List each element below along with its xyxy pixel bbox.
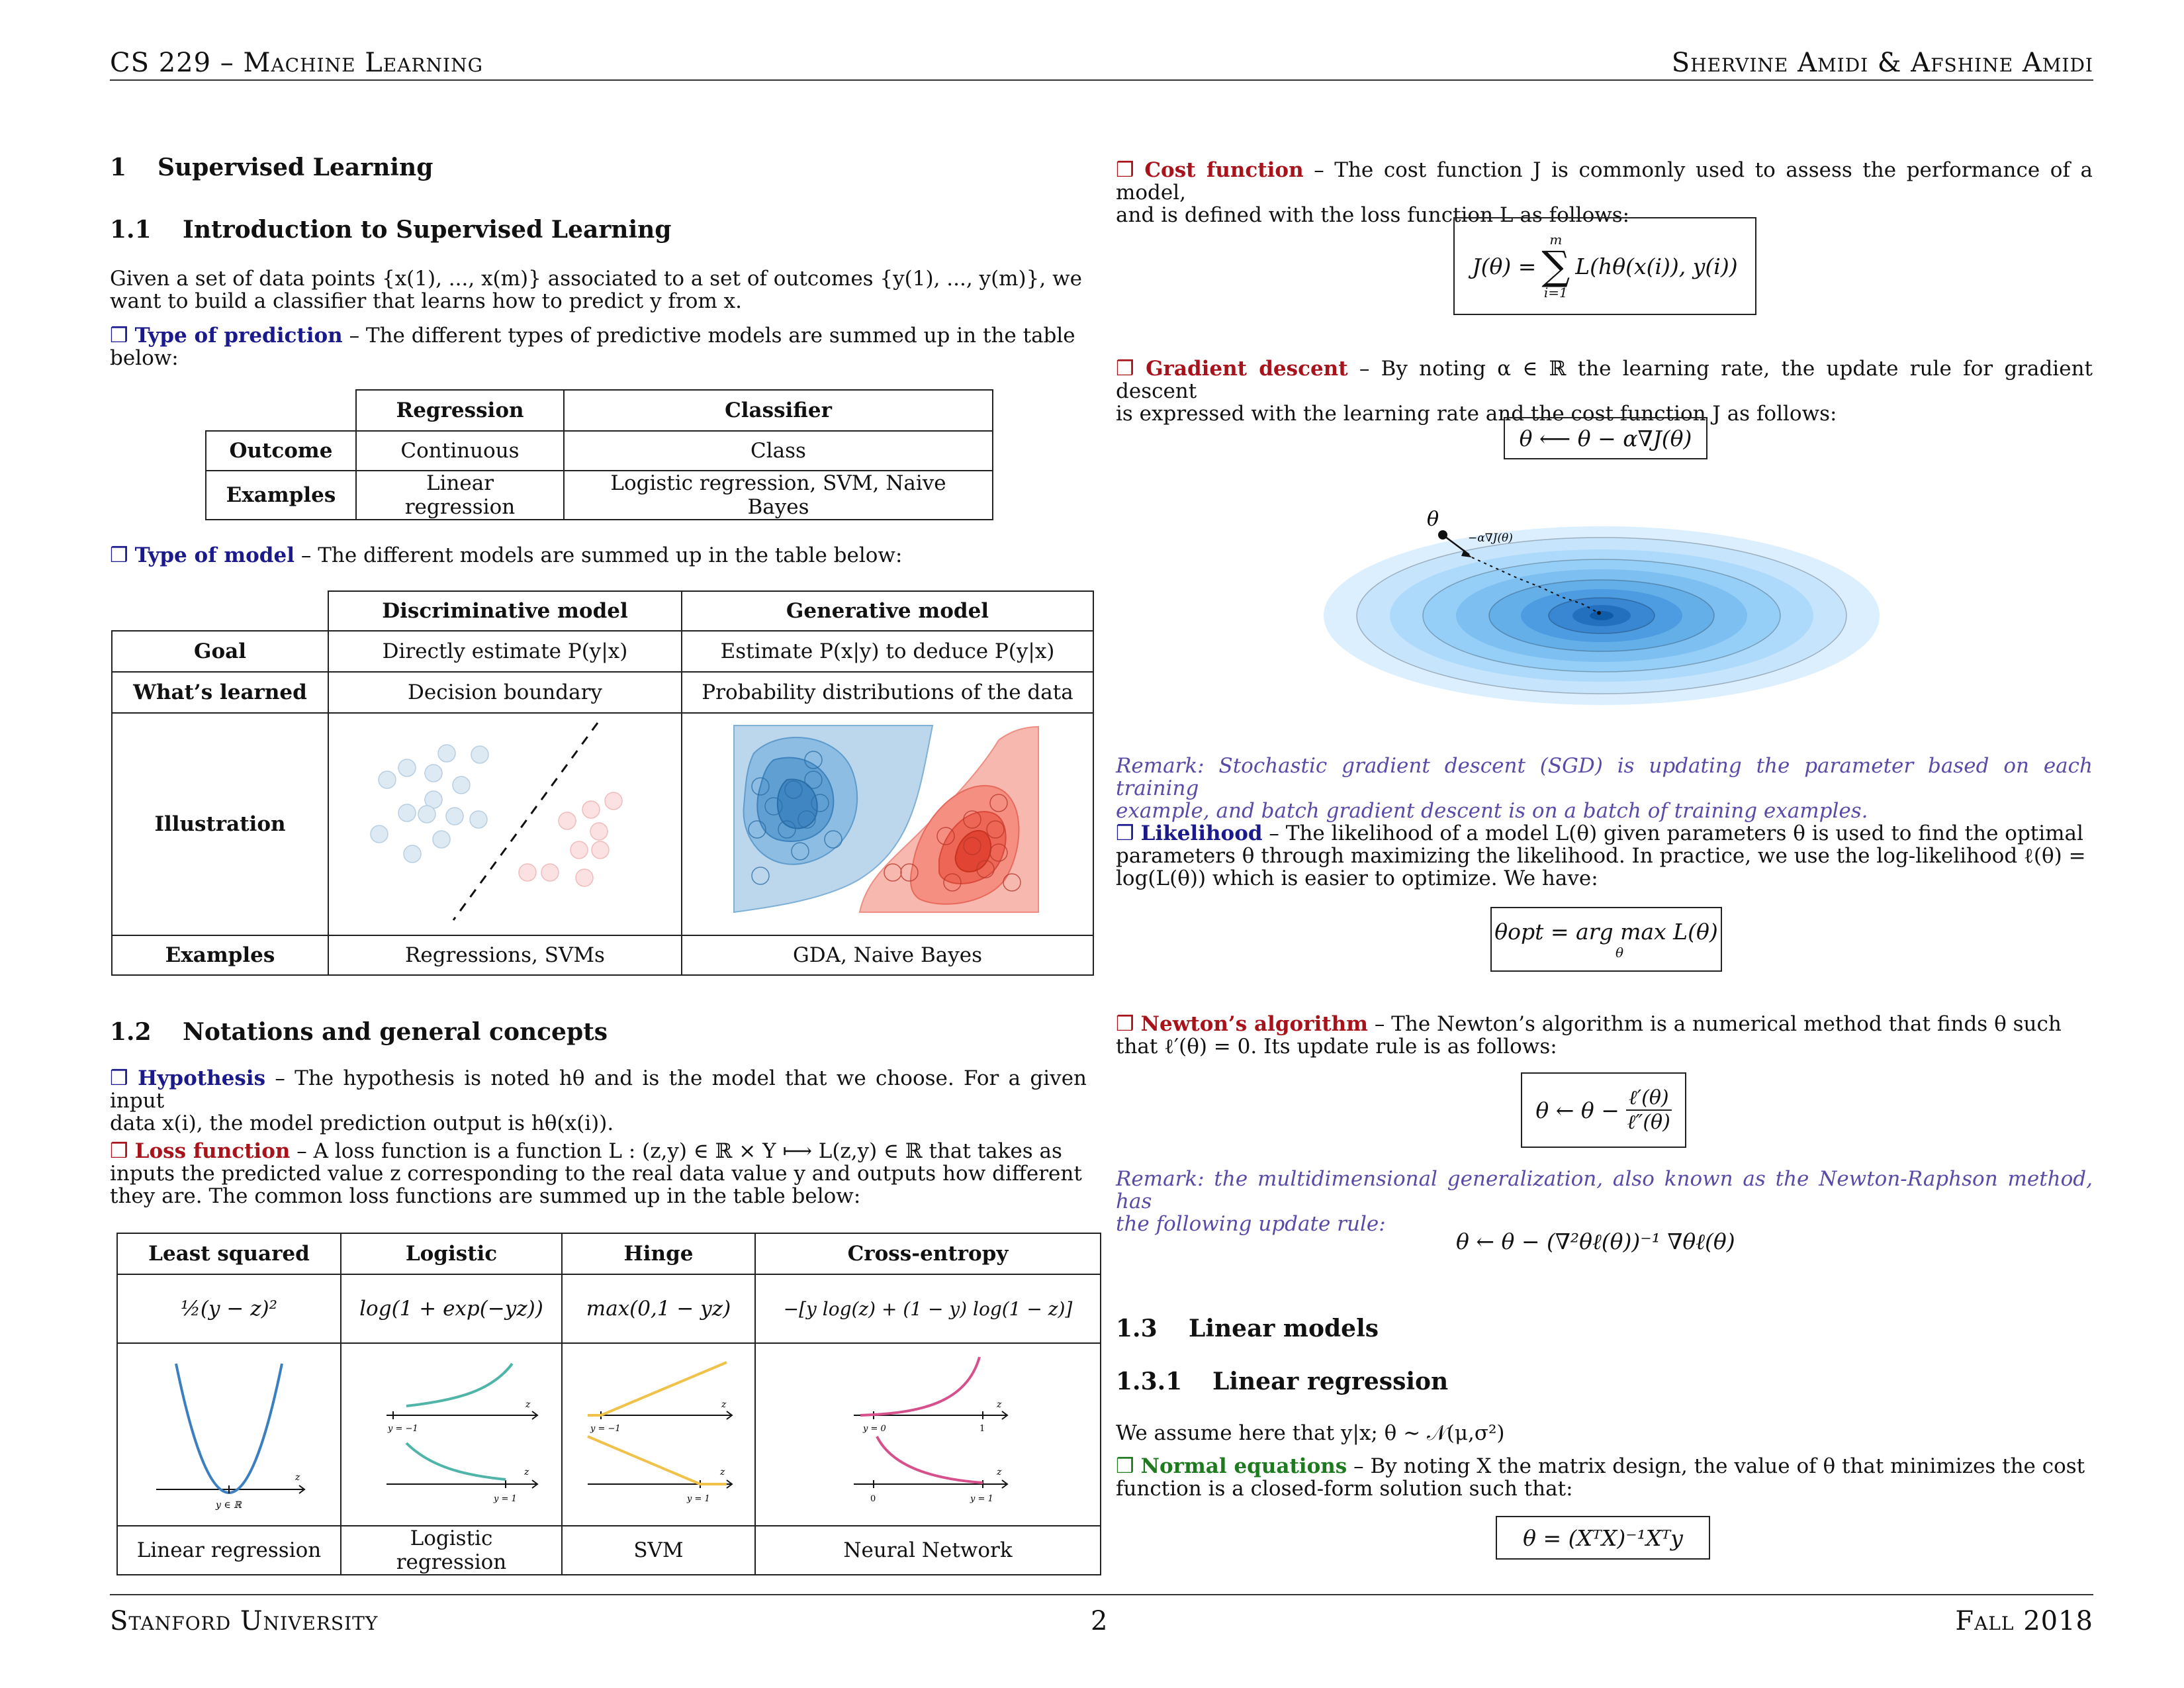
footer-left: Stanford University bbox=[110, 1606, 379, 1636]
table-cell: Continuous bbox=[356, 431, 564, 471]
hypothesis-paragraph: ❒ Hypothesis – The hypothesis is noted hθ and is the model that we choose. For a given input data x(i), the model prediction output is hθ(x(i)). bbox=[110, 1066, 1087, 1135]
type-of-prediction-paragraph: ❒ Type of prediction – The different types of predictive models are summed up in the table below: bbox=[110, 324, 1075, 370]
type-of-model-term: Type of model bbox=[134, 543, 295, 567]
normal-equations-paragraph: ❒ Normal equations – By noting X the matrix design, the value of θ that minimizes the cost function is a closed-form solution such that: bbox=[1116, 1454, 2085, 1501]
section-1-3-1-heading: 1.3.1 Linear regression bbox=[1116, 1368, 1449, 1395]
row-label: Goal bbox=[112, 631, 328, 672]
cross-entropy-plot bbox=[768, 1344, 1088, 1520]
decision-boundary-plot bbox=[341, 714, 669, 929]
table-cell: Directly estimate P(y|x) bbox=[328, 631, 682, 672]
discriminative-illustration bbox=[328, 713, 682, 935]
newton-equation-box: θ ← θ − $\frac{\text{ℓ′(θ)}}{\text{ℓ″(θ)}}$ bbox=[1521, 1072, 1686, 1148]
table-cell: Estimate P(x|y) to deduce P(y|x) bbox=[682, 631, 1093, 672]
intro-paragraph bbox=[110, 267, 1087, 312]
page-number: 2 bbox=[1091, 1606, 1109, 1636]
loss-table bbox=[116, 1233, 1101, 1575]
logistic-plot bbox=[353, 1344, 549, 1520]
loss-function-term: Loss function bbox=[134, 1139, 291, 1163]
table-cell: Decision boundary bbox=[328, 672, 682, 713]
table-header: Logistic bbox=[341, 1233, 562, 1274]
table-cell: Class bbox=[564, 431, 993, 471]
gradient-descent-paragraph: ❒ Gradient descent – By noting α ∈ ℝ the learning rate, the update rule for gradient descent is expressed with the learning rate and the cost function J as follows: bbox=[1116, 357, 2093, 426]
table-header: Regression bbox=[356, 390, 564, 431]
axis-label: y = 0 bbox=[863, 1424, 886, 1434]
type-of-model-paragraph: ❒ Type of model – The different models are summed up in the table below: bbox=[110, 543, 903, 567]
table-header: Classifier bbox=[564, 390, 993, 431]
header-rule bbox=[110, 79, 2093, 81]
newton-raphson-equation: θ ← θ − (∇²θℓ(θ))⁻¹ ∇θℓ(θ) bbox=[1456, 1229, 1735, 1254]
formula-cell: −[y log(z) + (1 − y) log(1 − z)] bbox=[755, 1274, 1101, 1343]
theta-label: θ bbox=[1427, 508, 1439, 531]
footer-rule bbox=[110, 1594, 2093, 1595]
intro-line-1: Given a set of data points {x(1), ..., x(m)} associated to a set of outcomes {y(1), ..., y(m)}, we bbox=[110, 267, 1082, 291]
table-header: Discriminative model bbox=[328, 591, 682, 631]
header-right: Shervine Amidi & Afshine Amidi bbox=[1671, 48, 2093, 78]
checkbox-icon: ❒ bbox=[110, 543, 128, 567]
gradient-equation-box: θ ⟵ θ − α∇J(θ) bbox=[1504, 417, 1707, 459]
plot-cell bbox=[341, 1343, 562, 1526]
axis-label: z bbox=[524, 1467, 529, 1477]
section-1-3-heading: 1.3 Linear models bbox=[1116, 1315, 1379, 1342]
checkbox-icon: ❒ bbox=[110, 324, 128, 348]
formula-cell: ½(y − z)² bbox=[117, 1274, 341, 1343]
axis-label: z bbox=[295, 1472, 300, 1483]
checkbox-icon: ❒ bbox=[1116, 821, 1134, 845]
axis-label: y = −1 bbox=[590, 1424, 621, 1434]
table-header: Hinge bbox=[562, 1233, 755, 1274]
plot-cell bbox=[755, 1343, 1101, 1526]
axis-label: 1 bbox=[979, 1424, 985, 1434]
axis-label: y ∈ ℝ bbox=[216, 1500, 242, 1511]
intro-line-2: want to build a classifier that learns how to predict y from x. bbox=[110, 289, 742, 313]
checkbox-icon: ❒ bbox=[110, 1066, 128, 1090]
loss-function-paragraph: ❒ Loss function – A loss function is a function L : (z,y) ∈ ℝ × Y ⟼ L(z,y) ∈ ℝ that takes as inputs the predicted value z corresponding to the real data value y and outputs how different they are. The common loss functions are summed up in the table below: bbox=[110, 1139, 1082, 1208]
table-cell: Probability distributions of the data bbox=[682, 672, 1093, 713]
axis-label: y = −1 bbox=[388, 1424, 418, 1434]
axis-label: y = 1 bbox=[970, 1494, 993, 1504]
row-label: Outcome bbox=[206, 431, 356, 471]
table-cell: Logistic regression, SVM, Naive Bayes bbox=[564, 471, 993, 520]
remark-sgd: Remark: Stochastic gradient descent (SGD) is updating the parameter based on each training example, and batch gradient descent is on a batch of training examples. bbox=[1116, 754, 2093, 823]
table-cell: SVM bbox=[562, 1526, 755, 1575]
axis-label: z bbox=[997, 1467, 1002, 1477]
table-cell: Linear regression bbox=[117, 1526, 341, 1575]
header-left: CS 229 – Machine Learning bbox=[110, 48, 483, 78]
row-label: Examples bbox=[206, 471, 356, 520]
likelihood-term: Likelihood bbox=[1140, 821, 1263, 845]
prediction-table bbox=[205, 389, 993, 520]
checkbox-icon: ❒ bbox=[110, 1139, 128, 1163]
axis-label: y = 1 bbox=[494, 1494, 517, 1504]
table-cell: Neural Network bbox=[755, 1526, 1101, 1575]
table-cell: Logistic regression bbox=[341, 1526, 562, 1575]
axis-label: z bbox=[720, 1467, 725, 1477]
gradient-descent-term: Gradient descent bbox=[1146, 357, 1348, 381]
row-label: Examples bbox=[112, 935, 328, 975]
axis-label: z bbox=[525, 1399, 531, 1410]
section-1-2-heading: 1.2 Notations and general concepts bbox=[110, 1018, 608, 1046]
table-cell: GDA, Naive Bayes bbox=[682, 935, 1093, 975]
formula-cell: log(1 + exp(−yz)) bbox=[341, 1274, 562, 1343]
cost-equation-box: J(θ) = m ∑ i=1 L(hθ(x(i)), y(i)) bbox=[1453, 217, 1756, 315]
table-cell: Linear regression bbox=[356, 471, 564, 520]
newton-paragraph: ❒ Newton’s algorithm – The Newton’s algorithm is a numerical method that finds θ such that ℓ′(θ) = 0. Its update rule is as follows: bbox=[1116, 1012, 2062, 1058]
axis-label: z bbox=[997, 1399, 1002, 1410]
remark-newton-raphson: Remark: the multidimensional generalization, also known as the Newton-Raphson method, has the following update rule: bbox=[1116, 1167, 2093, 1236]
axis-label: y = 1 bbox=[687, 1494, 710, 1504]
hinge-plot bbox=[574, 1344, 743, 1520]
section-1-heading: 1 Supervised Learning bbox=[110, 154, 433, 181]
gradient-label: −α∇J(θ) bbox=[1468, 532, 1513, 545]
likelihood-equation-box: θopt = arg max L(θ) θ bbox=[1490, 907, 1722, 972]
plot-cell bbox=[562, 1343, 755, 1526]
table-header: Cross-entropy bbox=[755, 1233, 1101, 1274]
checkbox-icon: ❒ bbox=[1116, 158, 1134, 182]
axis-label: z bbox=[721, 1399, 727, 1410]
density-plot bbox=[694, 714, 1081, 929]
axis-label: 0 bbox=[870, 1494, 876, 1504]
least-squared-plot bbox=[130, 1344, 328, 1520]
table-header: Least squared bbox=[117, 1233, 341, 1274]
checkbox-icon: ❒ bbox=[1116, 1454, 1134, 1478]
checkbox-icon: ❒ bbox=[1116, 357, 1134, 381]
formula-cell: max(0,1 − yz) bbox=[562, 1274, 755, 1343]
model-table bbox=[111, 590, 1094, 976]
normal-equations-term: Normal equations bbox=[1140, 1454, 1347, 1478]
section-1-1-heading: 1.1 Introduction to Supervised Learning bbox=[110, 216, 672, 244]
gradient-descent-figure bbox=[1324, 503, 1893, 708]
footer-right: Fall 2018 bbox=[1955, 1606, 2093, 1636]
row-label: What’s learned bbox=[112, 672, 328, 713]
plot-cell bbox=[117, 1343, 341, 1526]
cost-function-term: Cost function bbox=[1144, 158, 1304, 182]
normal-equation-box: θ = (XᵀX)⁻¹Xᵀy bbox=[1496, 1516, 1710, 1560]
generative-illustration bbox=[682, 713, 1093, 935]
assumption-line: We assume here that y|x; θ ∼ 𝒩(μ,σ²) bbox=[1116, 1421, 1505, 1445]
row-label: Illustration bbox=[112, 713, 328, 935]
newton-term: Newton’s algorithm bbox=[1140, 1012, 1368, 1036]
likelihood-paragraph: ❒ Likelihood – The likelihood of a model L(θ) given parameters θ is used to find the optimal parameters θ through maximizing the likelihood. In practice, we use the log-likelihood ℓ(θ) = log(L(θ)) which is easier to optimize. We have: bbox=[1116, 821, 2086, 890]
type-of-prediction-term: Type of prediction bbox=[134, 324, 343, 348]
hypothesis-term: Hypothesis bbox=[138, 1066, 266, 1090]
checkbox-icon: ❒ bbox=[1116, 1012, 1134, 1036]
cost-function-paragraph: ❒ Cost function – The cost function J is commonly used to assess the performance of a model, and is defined with the loss function L as follows: bbox=[1116, 158, 2093, 227]
table-header: Generative model bbox=[682, 591, 1093, 631]
table-cell: Regressions, SVMs bbox=[328, 935, 682, 975]
